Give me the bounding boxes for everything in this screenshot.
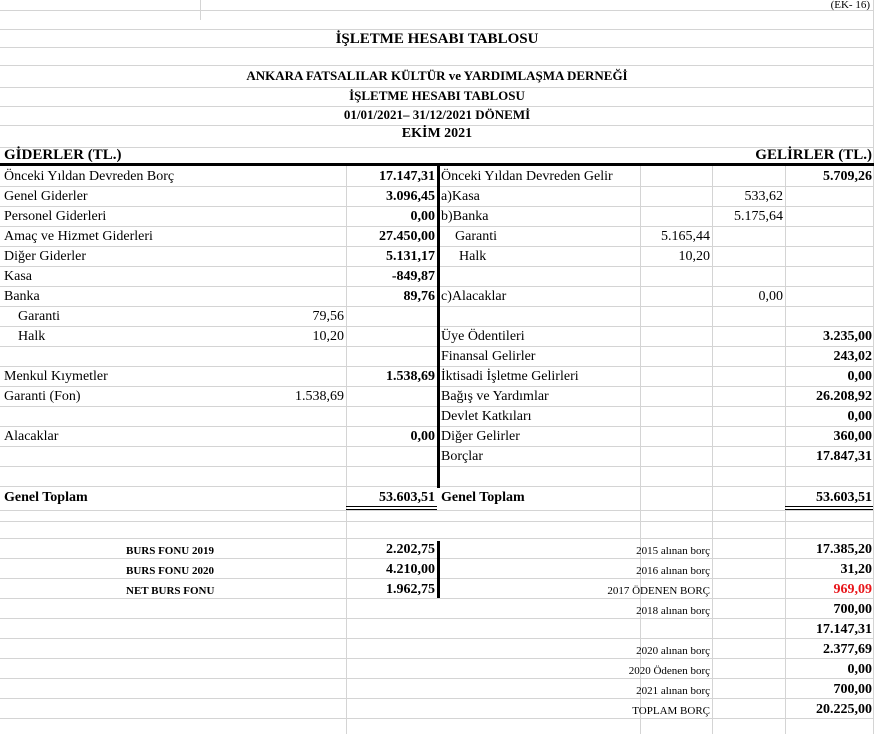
borc-value: 2.377,69 [823, 642, 872, 657]
gelir-total: 0,00 [847, 369, 872, 384]
gelir-label: b)Banka [441, 209, 489, 224]
gelir-sub: 10,20 [678, 249, 710, 264]
gider-sublabel: Garanti [18, 309, 60, 324]
gider-total: -849,87 [391, 269, 435, 284]
gelir-label: Borçlar [441, 449, 483, 464]
burs-label: BURS FONU 2019 [126, 545, 215, 557]
gelir-total-label: Genel Toplam [441, 490, 525, 505]
table-title: İŞLETME HESABI TABLOSU [349, 88, 525, 103]
gider-label: Alacaklar [4, 429, 59, 444]
borc-total-value: 20.225,00 [816, 702, 872, 717]
gelir-total: 360,00 [833, 429, 872, 444]
gider-label: Personel Giderleri [4, 209, 107, 224]
borc-value: 31,20 [840, 562, 872, 577]
borc-total-label: TOPLAM BORÇ [632, 705, 710, 717]
period: 01/01/2021– 31/12/2021 DÖNEMİ [343, 107, 531, 122]
org-name: ANKARA FATSALILAR KÜLTÜR ve YARDIMLAŞMA DERNEĞİ [246, 68, 628, 83]
burs-label: BURS FONU 2020 [126, 565, 215, 577]
gider-total: 27.450,00 [379, 229, 435, 244]
gelir-total: 26.208,92 [816, 389, 872, 404]
gider-total-label: Genel Toplam [4, 490, 88, 505]
gelirler-heading: GELİRLER (TL.) [755, 147, 872, 163]
gider-label: Garanti (Fon) [4, 389, 81, 404]
gelir-label: İktisadi İşletme Gelirleri [441, 369, 579, 384]
gider-label: Genel Giderler [4, 189, 88, 204]
gelir-sub: 5.165,44 [661, 229, 710, 244]
month: EKİM 2021 [401, 126, 473, 141]
burs-value: 4.210,00 [386, 562, 435, 577]
gider-label: Amaç ve Hizmet Giderleri [4, 229, 153, 244]
gider-sub: 10,20 [312, 329, 344, 344]
gelir-label: Finansal Gelirler [441, 349, 536, 364]
column-divider [437, 166, 440, 488]
borc-label: 2016 alınan borç [636, 565, 710, 577]
gelir-mid: 533,62 [744, 189, 783, 204]
borc-label: 2020 alınan borç [636, 645, 710, 657]
borc-value: 0,00 [847, 662, 872, 677]
gelir-sublabel: Garanti [455, 229, 497, 244]
gider-total: 3.096,45 [386, 189, 435, 204]
gider-total: 89,76 [403, 289, 435, 304]
gider-total: 0,00 [410, 429, 435, 444]
gider-label: Banka [4, 289, 40, 304]
gelir-total: 0,00 [847, 409, 872, 424]
borc-value: 700,00 [833, 602, 872, 617]
gelir-mid: 0,00 [758, 289, 783, 304]
gelir-total: 17.847,31 [816, 449, 872, 464]
gelir-label: a)Kasa [441, 189, 480, 204]
column-divider-lower [437, 541, 440, 598]
gider-total: 0,00 [410, 209, 435, 224]
gelir-sublabel: Halk [459, 249, 487, 264]
gider-label: Kasa [4, 269, 32, 284]
borc-label: 2020 Ödenen borç [628, 665, 710, 677]
borc-label: 2017 ÖDENEN BORÇ [607, 585, 710, 597]
gelir-label: Önceki Yıldan Devreden Gelir [441, 169, 613, 184]
borc-value: 17.147,31 [816, 622, 872, 637]
gider-label: Önceki Yıldan Devreden Borç [4, 169, 175, 184]
gider-label: Menkul Kıymetler [4, 369, 108, 384]
ek-label: (EK- 16) [830, 0, 870, 11]
gider-sublabel: Halk [18, 329, 46, 344]
page-title: İŞLETME HESABI TABLOSU [335, 31, 539, 47]
burs-value: 1.962,75 [386, 582, 435, 597]
gelir-label: Bağış ve Yardımlar [441, 389, 549, 404]
gelir-label: Devlet Katkıları [441, 409, 532, 424]
burs-value: 2.202,75 [386, 542, 435, 557]
gelir-total: 3.235,00 [823, 329, 872, 344]
gelir-total: 243,02 [833, 349, 872, 364]
giderler-heading: GİDERLER (TL.) [4, 147, 122, 163]
gelir-label: Diğer Gelirler [441, 429, 520, 444]
borc-label: 2015 alınan borç [636, 545, 710, 557]
gider-grand-total: 53.603,51 [379, 490, 435, 505]
gelir-mid: 5.175,64 [734, 209, 783, 224]
gider-sub: 79,56 [312, 309, 344, 324]
gelir-total: 5.709,26 [823, 169, 872, 184]
borc-label: 2021 alınan borç [636, 685, 710, 697]
burs-label: NET BURS FONU [126, 585, 215, 597]
borc-value: 17.385,20 [816, 542, 872, 557]
gider-total: 5.131,17 [386, 249, 435, 264]
borc-value: 700,00 [833, 682, 872, 697]
gider-sub: 1.538,69 [295, 389, 344, 404]
gider-label: Diğer Giderler [4, 249, 87, 264]
gelir-label: Üye Ödentileri [441, 329, 525, 344]
gelir-grand-total: 53.603,51 [816, 490, 872, 505]
gelir-label: c)Alacaklar [441, 289, 507, 304]
borc-label: 2018 alınan borç [636, 605, 710, 617]
gider-total: 1.538,69 [386, 369, 435, 384]
borc-value-highlight: 969,09 [833, 582, 872, 597]
gider-total: 17.147,31 [379, 169, 435, 184]
